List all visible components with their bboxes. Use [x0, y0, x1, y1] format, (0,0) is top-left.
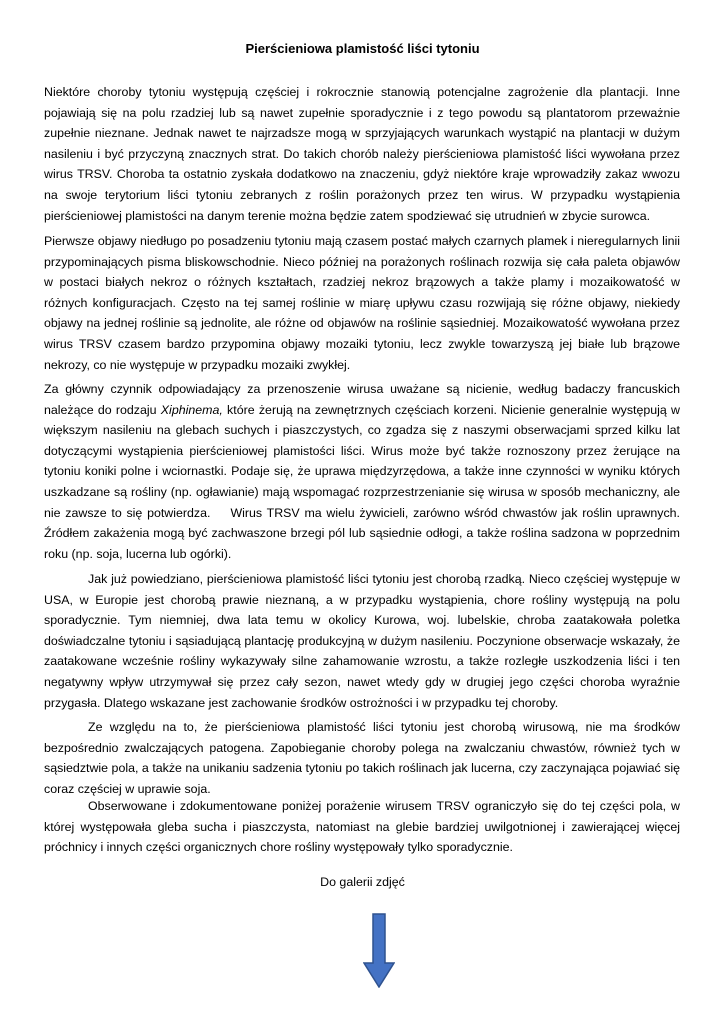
paragraph-3-middle: które żerują na zewnętrznych częściach korzeni. Nicienie generalnie występują w większym nasileniu na glebach suchych i piaszczystych, co zgadza się z naszymi obserwacjami sprzed kilku lat dotyczącymi wystąpienia pierścieniowej plamistości liści. Wirus może być także roznoszony przez żerujące na tytoniu koniki polne i wciornastki. Podaje się, że uprawa międzyrzędowa, a także inne czynności w wyniku których uszkadzane są rośliny (np. ogławianie) mają wspomagać rozprzestrzenianie się wirusa w sposób mechaniczny, ale nie zawsze to się potwierdza. [44, 402, 680, 520]
paragraph-3-start: Za główny czynnik odpowiadający za przenoszenie wirusa uważane są nicienie, według badaczy francuskich należące do rodzaju [44, 382, 680, 417]
paragraph-4: Jak już powiedziano, pierścieniowa plamistość liści tytoniu jest chorobą rzadką. Nieco częściej występuje w USA, w Europie jest chorobą prawie nieznaną, a w przypadku wystąpienia, chore rośliny występują na polu sporadycznie. Tym niemniej, dwa lata temu w okolicy Kurowa, woj. lubelskie, chroba zaatakowała poletka doświadczalne tytoniu i sąsiadującą plantację produkcyjną w dużym nasileniu. Poczynione obserwacje wskazały, że zaatakowane wcześnie rośliny wykazywały silne zahamowanie wzrostu, a także rozległe uszkodzenia liści i ten negatywny wpływ utrzymywał się przez cały sezon, nawet wtedy gdy w drugiej jego części choroba wyraźnie przygasła. Dlatego wskazane jest zachowanie środków ostrożności i w przypadku tej choroby. [44, 572, 680, 710]
gallery-link[interactable]: Do galerii zdjęć [320, 875, 405, 889]
paragraph-3 [44, 379, 680, 564]
paragraph-6: Obserwowane i zdokumentowane poniżej porażenie wirusem TRSV ograniczyło się do tej części pola, w której występowała gleba sucha i piaszczysta, natomiast na glebie bardziej uwilgotnionej i zawierającej więcej próchnicy i innych części organicznych chore rośliny występowały tylko sporadycznie. [44, 799, 680, 855]
paragraph-1: Niektóre choroby tytoniu występują częściej i rokrocznie stanowią potencjalne zagrożenie dla plantacji. Inne pojawiają się na polu rzadziej lub są nawet zupełnie sporadycznie i z tego powodu są plantatorom przeważnie zupełnie nieznane. Jednak nawet te najrzadsze mogą w sprzyjających warunkach wystąpić na plantacji w dużym nasileniu i być przyczyną znacznych strat. Do takich chorób należy pierścieniowa plamistość liści wywołana przez wirus TRSV. Choroba ta ostatnio zyskała dodatkowo na znaczeniu, gdyż niektóre kraje wprowadziły zakaz wwozu na swoje terytorium liści tytoniu zebranych z roślin porażonych przez ten wirus. W przypadku wystąpienia pierścieniowej plamistości na danym terenie można będzie zatem spodziewać się utrudnień w zbycie surowca. [44, 85, 680, 223]
genus-name: Xiphinema, [160, 402, 223, 417]
paragraph-2: Pierwsze objawy niedługo po posadzeniu tytoniu mają czasem postać małych czarnych plamek i nieregularnych linii przypominających pisma bliskowschodnie. Nieco później na porażonych roślinach rozwija się cała paleta objawów w postaci białych nekroz o różnych kształtach, rzadziej nekroz brązowych a także plamy i mozaikowatość w różnych konfiguracjach. Często na tej samej roślinie w miarę upływu czasu rozwijają się różne objawy, niekiedy objawy na jednej roślinie są jednolite, ale różne od objawów na roślinie sąsiedniej. Mozaikowatość wywołana przez wirus TRSV czasem bardzo przypomina objawy mozaiki tytoniu, lecz zwykle towarzyszą jej białe lub brązowe nekrozy, co nie występuje w przypadku mozaiki zwykłej. [44, 234, 680, 372]
paragraph-3-end: Wirus TRSV ma wielu żywicieli, zarówno wśród chwastów jak roślin uprawnych. Źródłem zakażenia mogą być zachwaszone brzegi pól lub sąsiednie odłogi, a także roślina sadzona w poprzednim roku (np. soja, lucerna lub ogórki). [44, 505, 680, 561]
document-title: Pierścieniowa plamistość liści tytoniu [245, 41, 480, 56]
paragraph-5: Ze względu na to, że pierścieniowa plamistość liści tytoniu jest chorobą wirusową, nie ma środków bezpośrednio zwalczających patogena. Zapobieganie choroby polega na zwalczaniu chwastów, również tych w sąsiedztwie pola, a także na unikaniu sadzenia tytoniu po takich roślinach jak lucerna, czy zaczynająca pojawiać się coraz częściej w uprawie soja. [44, 720, 680, 796]
down-arrow-icon[interactable] [363, 913, 395, 988]
